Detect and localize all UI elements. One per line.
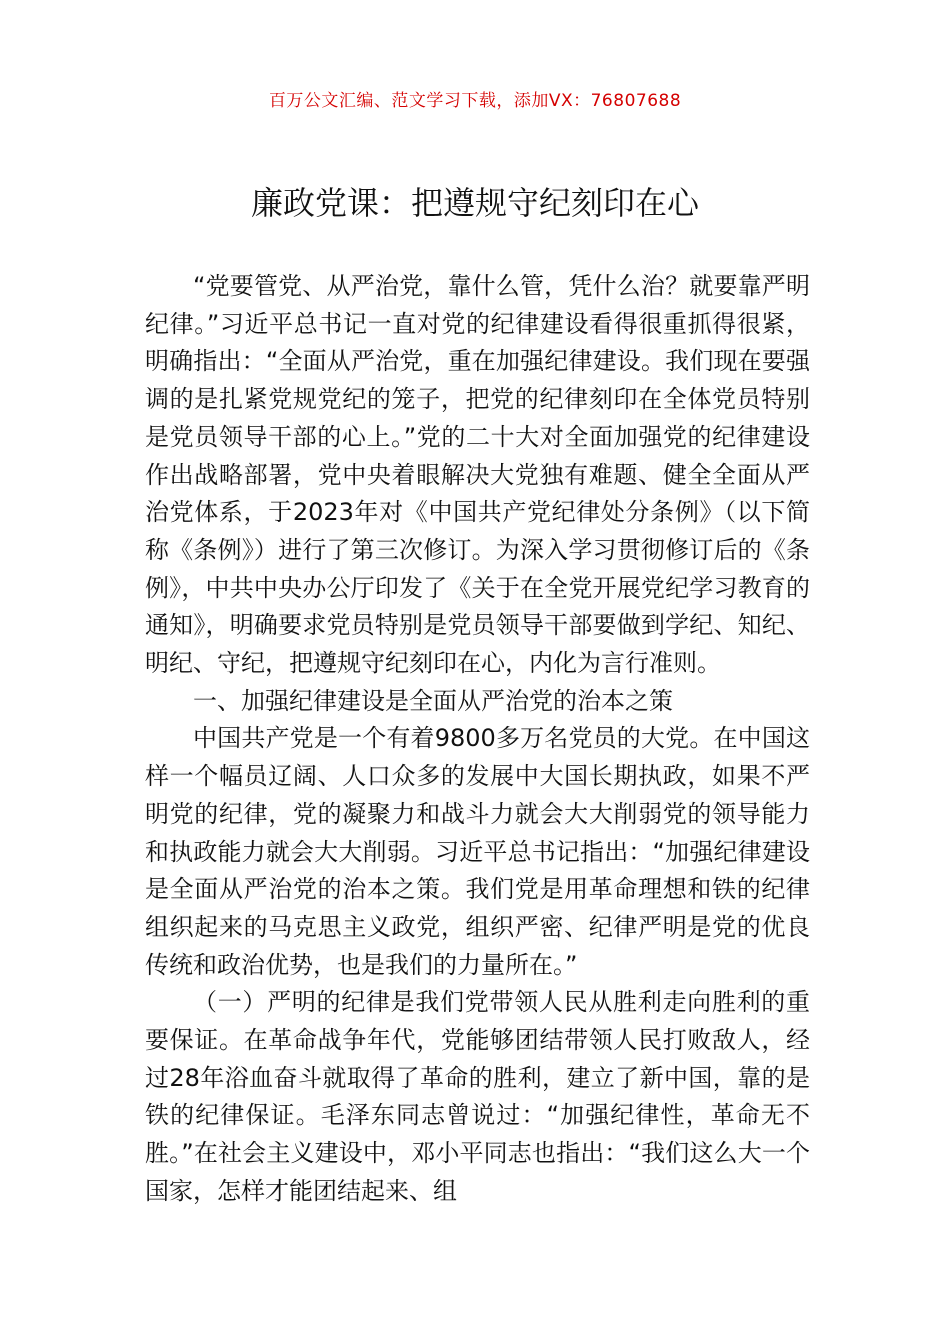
- header-note: 百万公文汇编、范文学习下载，添加VX：76807688: [268, 91, 682, 111]
- paragraph-intro: “党要管党、从严治党，靠什么管，凭什么治？就要靠严明纪律。”习近平总书记一直对党的纪律建设看得很重抓得很紧，明确指出：“全面从严治党，重在加强纪律建设。我们现在要强调的是扎紧党规党纪的笼子，把党的纪律刻印在全体党员特别是党员领导干部的心上。”党的二十大对全面加强党的纪律建设作出战略部署，党中央着眼解决大党独有难题、健全全面从严治党体系，于2023年对《中国共产党纪律处分条例》（以下简称《条例》）进行了第三次修订。为深入学习贯彻修订后的《条例》，中共中央办公厅印发了《关于在全党开展党纪学习教育的通知》，明确要求党员特别是党员领导干部要做到学纪、知纪、明纪、守纪，把遵规守纪刻印在心，内化为言行准则。: [145, 272, 810, 678]
- section-heading-1: 一、加强纪律建设是全面从严治党的治本之策: [193, 686, 673, 715]
- paragraph-subsection-1: （一）严明的纪律是我们党带领人民从胜利走向胜利的重要保证。在革命战争年代，党能够团结带领人民打败敌人，经过28年浴血奋斗就取得了革命的胜利，建立了新中国，靠的是铁的纪律保证。毛泽东同志曾说过：“加强纪律性，革命无不胜。”在社会主义建设中，邓小平同志也指出：“我们这么大一个国家，怎样才能团结起来、组: [145, 988, 810, 1205]
- document-title: 廉政党课：把遵规守纪刻印在心: [250, 184, 699, 222]
- document-body: [145, 268, 810, 1211]
- paragraph-section-1: 中国共产党是一个有着9800多万名党员的大党。在中国这样一个幅员辽阔、人口众多的发展中大国长期执政，如果不严明党的纪律，党的凝聚力和战斗力就会大大削弱党的领导能力和执政能力就会大大削弱。习近平总书记指出：“加强纪律建设是全面从严治党的治本之策。我们党是用革命理想和铁的纪律组织起来的马克思主义政党，组织严密、纪律严明是党的优良传统和政治优势，也是我们的力量所在。”: [145, 724, 810, 979]
